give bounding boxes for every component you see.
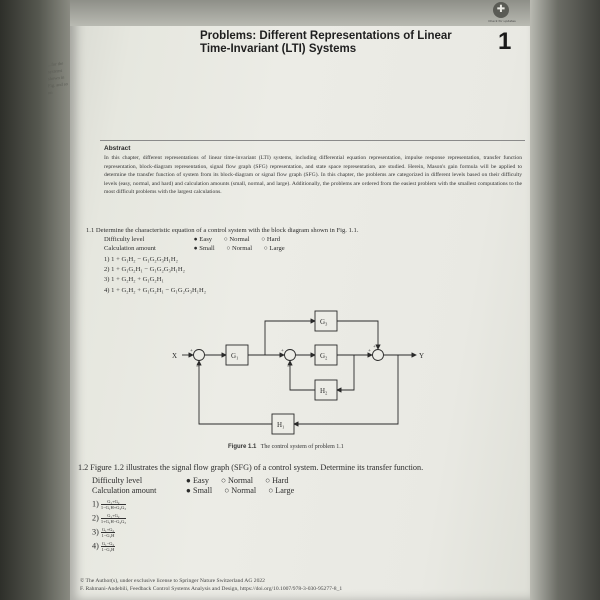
- svg-text:+: +: [281, 349, 284, 354]
- difficulty-label: Difficulty level: [92, 476, 143, 485]
- numerator: G₁+G₂: [101, 513, 126, 519]
- calc-large: ○ Large: [263, 245, 285, 252]
- denominator: 1−G₁H: [101, 547, 115, 552]
- problem-2-calc-row: [92, 486, 304, 496]
- crossmark-icon[interactable]: ✚: [493, 2, 509, 18]
- g2-label: G₂: [320, 352, 328, 360]
- fraction: [101, 541, 115, 552]
- h2-label: H₂: [320, 387, 328, 395]
- difficulty-label: Difficulty level: [104, 236, 145, 243]
- fraction: [101, 499, 126, 510]
- difficulty-normal: ○ Normal: [223, 236, 250, 243]
- problem-1-choice-2: 2) 1 + G₁G₂H₁ − G₁G₂G₃H₁H₂: [104, 266, 185, 273]
- problem-2-choice-2: [92, 513, 126, 524]
- calc-small: ● Small: [186, 486, 213, 495]
- difficulty-easy: ● Easy: [186, 476, 209, 485]
- denominator: 1+G₁H−G₂G₃: [100, 519, 126, 524]
- difficulty-hard: ○ Hard: [261, 236, 281, 243]
- fraction: [101, 527, 115, 538]
- calc-label: Calculation amount: [104, 245, 156, 252]
- svg-text:−: −: [196, 365, 199, 370]
- calc-normal: ○ Normal: [226, 245, 253, 252]
- difficulty-hard: ○ Hard: [265, 476, 289, 485]
- numerator: G₁−G₂: [101, 541, 115, 546]
- footer-line-2: F. Rahmani-Andebili, Feedback Control Systems Analysis and Design, https://doi.org/10.1007/978-3-030-95277-8_1: [80, 586, 343, 592]
- input-label: X: [172, 352, 178, 360]
- choice-number: 1): [92, 499, 99, 509]
- problem-2-difficulty-row: [92, 476, 298, 486]
- g1-label: G₁: [231, 352, 239, 360]
- numerator: G₁+G₂: [101, 527, 115, 532]
- facing-page-text: ...for the systems shown in Fig. and so on: [48, 60, 68, 96]
- fraction: [101, 513, 126, 524]
- choice-number: 4): [92, 541, 99, 551]
- problem-1-choice-1: 1) 1 + G₁H₂ − G₁G₂G₃H₁H₂: [104, 256, 178, 263]
- abstract-heading: Abstract: [104, 145, 131, 152]
- svg-text:−: −: [287, 365, 290, 370]
- h1-label: H₁: [277, 421, 285, 429]
- footer-line-1: © The Author(s), under exclusive license to Springer Nature Switzerland AG 2022: [80, 578, 265, 584]
- calc-normal: ○ Normal: [224, 486, 257, 495]
- problem-1-choice-4: 4) 1 + G₂H₂ + G₁G₂H₁ − G₁G₂G₃H₁H₂: [104, 287, 207, 294]
- g3-label: G₃: [320, 318, 328, 326]
- svg-text:+: +: [190, 349, 193, 354]
- problem-2-choice-3: [92, 527, 115, 538]
- calc-small: ● Small: [193, 245, 215, 252]
- choice-number: 2): [92, 513, 99, 523]
- denominator: 1−G₁H: [101, 533, 115, 538]
- calc-label: Calculation amount: [92, 486, 157, 495]
- difficulty-easy: ● Easy: [193, 236, 213, 243]
- difficulty-normal: ○ Normal: [221, 476, 254, 485]
- abstract-body: In this chapter, different representations of linear time-invariant (LTI) systems, including differential equation representation, impulse response representation, transfer function representation, block-diagram representation, signal flow graph (SFG) representation, and state space representation, are studied. Herein, Mason's gain formula will be applied to determine the transfer function of system from its block-diagram or signal flow graph (SFG). In this chapter, the problems are categorized in different levels based on their difficulty levels (easy, normal, and hard) and calculation amounts (small, normal, and large). Additionally, the problems are ordered from the easiest problem with the smallest computations to the most difficult problems with the largest calculations.: [104, 155, 522, 196]
- svg-text:+: +: [373, 345, 376, 350]
- summing-junction-1: [194, 350, 205, 361]
- summing-junction-3: [373, 350, 384, 361]
- chapter-title-line1: Problems: Different Representations of Linear: [200, 30, 452, 42]
- copyright-footer: [80, 577, 520, 593]
- problem-1-choice-3: 3) 1 + G₂H₂ + G₁G₂H₁: [104, 276, 164, 283]
- svg-text:+: +: [368, 349, 371, 354]
- figure-1-1-caption: [228, 444, 344, 450]
- caption-label: Figure 1.1: [228, 444, 257, 450]
- caption-text: The control system of problem 1.1: [260, 444, 344, 450]
- summing-junction-2: [285, 350, 296, 361]
- choice-number: 3): [92, 527, 99, 537]
- problem-2-statement: 1.2 Figure 1.2 illustrates the signal flow graph (SFG) of a control system. Determine its transfer function.: [78, 463, 424, 472]
- chapter-title-line2: Time-Invariant (LTI) Systems: [200, 43, 357, 55]
- problem-2-choice-4: [92, 541, 115, 552]
- calc-large: ○ Large: [268, 486, 295, 495]
- output-label: Y: [419, 352, 425, 360]
- denominator: 1−G₁H+G₂G₃: [100, 505, 126, 510]
- chapter-number: 1: [498, 28, 512, 55]
- problem-1-statement: 1.1 Determine the characteristic equation of a control system with the block diagram shown in Fig. 1.1.: [86, 227, 359, 234]
- problem-2-choice-1: [92, 499, 126, 510]
- numerator: G₁+G₂: [101, 499, 126, 505]
- crossmark-label: Check for updates: [488, 19, 516, 23]
